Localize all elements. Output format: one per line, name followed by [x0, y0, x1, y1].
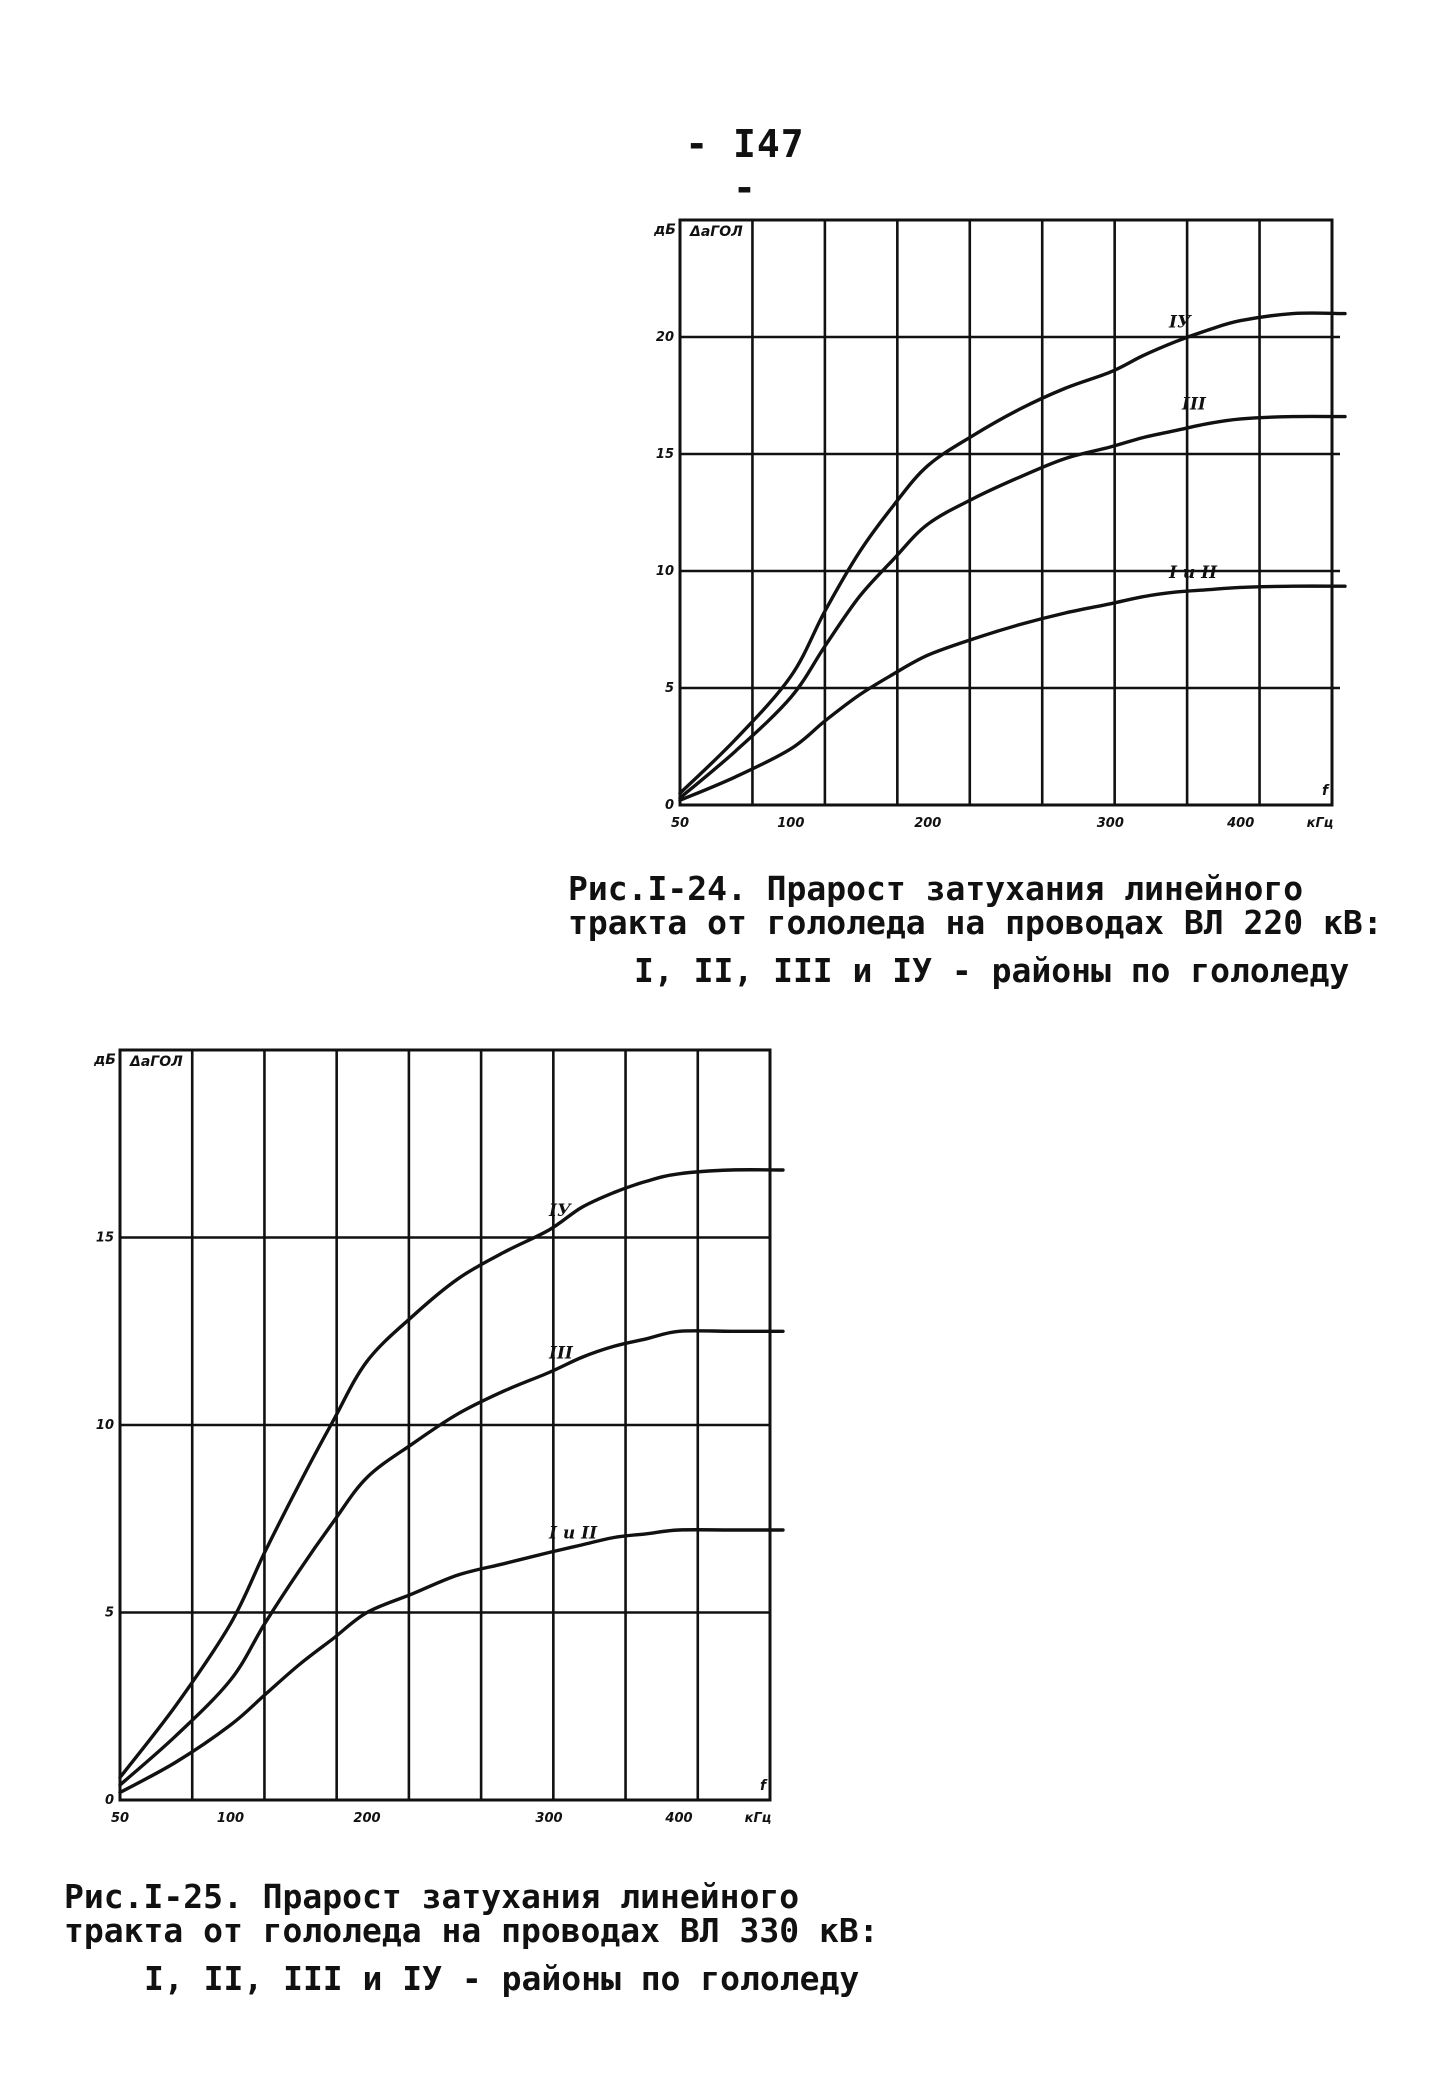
x-tick-label: 400	[665, 1811, 693, 1826]
x-tick-label: кГц	[744, 1811, 772, 1826]
caption-line-1: Рис.I-24. Прарост затухания линейного	[568, 869, 1304, 908]
series-label: IУ	[1169, 312, 1191, 333]
figure-caption-1-24	[568, 869, 1383, 990]
chart-attenuation-220kv	[640, 200, 1360, 840]
x-tick-label: 50	[110, 1811, 130, 1826]
y-tick-label: 5	[664, 681, 674, 696]
series-line	[680, 416, 1345, 798]
x-tick-label: 50	[670, 816, 690, 831]
series-label: I и II	[549, 1523, 598, 1544]
x-axis-label: f	[760, 1778, 767, 1794]
series-line	[680, 313, 1345, 793]
page-number: - I47 -	[685, 122, 805, 210]
series-line	[120, 1530, 783, 1793]
plot-frame	[680, 220, 1332, 805]
x-tick-label: 100	[777, 816, 805, 831]
y-tick-label: 20	[655, 330, 674, 345]
x-tick-label: 100	[216, 1811, 245, 1826]
series-label: IУ	[549, 1201, 571, 1221]
caption-line-2: тракта от гололеда на проводах ВЛ 220 кВ:	[568, 903, 1383, 942]
caption-line-1: Рис.I-25. Прарост затухания линейного	[64, 1877, 800, 1916]
y-axis-unit: дБ	[94, 1052, 116, 1068]
series-label: III	[1182, 394, 1206, 415]
caption-regions: I, II, III и IУ - районы по гололеду	[144, 1959, 860, 1998]
y-axis-label: ΔaГОЛ	[130, 1054, 183, 1070]
y-axis-label: ΔaГОЛ	[690, 224, 743, 240]
x-tick-label: 300	[1096, 816, 1124, 831]
plot-area	[93, 1050, 783, 1826]
chart-svg-220kv	[640, 200, 1360, 840]
series-line	[120, 1331, 783, 1785]
chart-svg-330kv	[94, 1040, 800, 1840]
figure-caption-1-25	[64, 1877, 879, 1998]
y-tick-label: 15	[655, 447, 674, 462]
x-axis-label: f	[1322, 783, 1329, 799]
series-line	[120, 1170, 783, 1778]
series-label: III	[549, 1343, 573, 1364]
x-tick-label: 300	[535, 1811, 563, 1826]
plot-area	[653, 220, 1345, 831]
y-tick-label: 0	[104, 1793, 114, 1808]
y-tick-label: 10	[95, 1418, 114, 1433]
y-tick-label: 10	[655, 564, 674, 579]
x-tick-label: кГц	[1306, 816, 1334, 831]
chart-attenuation-330kv	[94, 1040, 800, 1840]
caption-line-2: тракта от гололеда на проводах ВЛ 330 кВ:	[64, 1911, 879, 1950]
y-tick-label: 15	[95, 1230, 114, 1246]
y-tick-label: 0	[664, 798, 674, 813]
x-tick-label: 200	[353, 1811, 381, 1826]
x-tick-label: 400	[1227, 816, 1255, 831]
x-tick-label: 200	[914, 816, 942, 831]
series-label: I и II	[1169, 563, 1218, 584]
caption-regions: I, II, III и IУ - районы по гололеду	[634, 951, 1350, 990]
y-tick-label: 5	[104, 1605, 114, 1621]
y-axis-unit: дБ	[654, 222, 676, 238]
